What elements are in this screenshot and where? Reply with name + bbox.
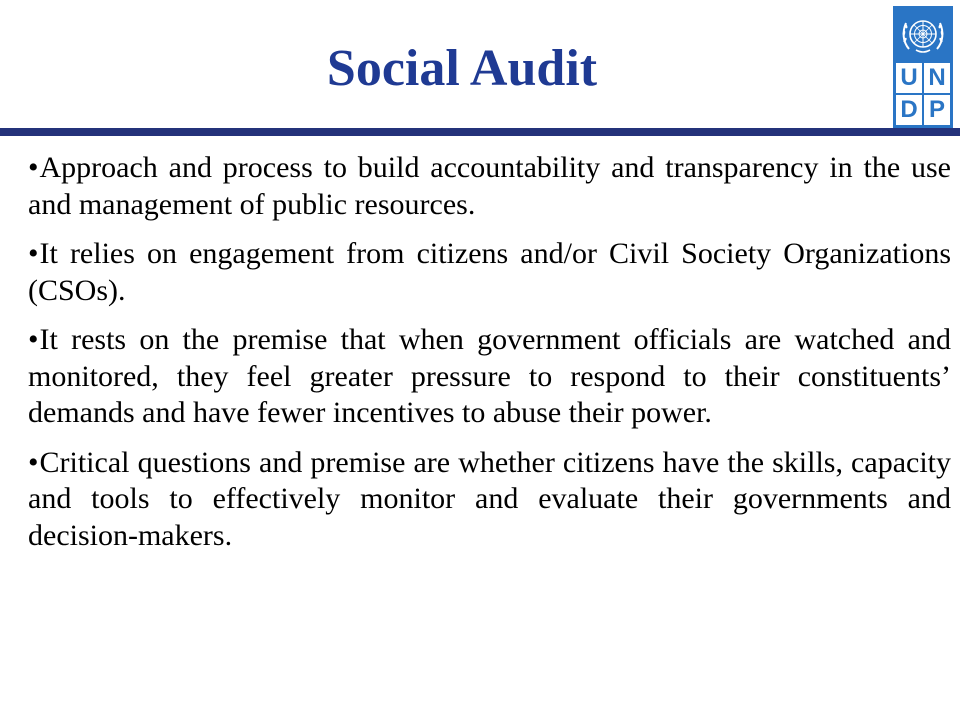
bullet-item	[28, 236, 951, 309]
bullet-item	[28, 445, 951, 555]
bullet-item	[28, 322, 951, 432]
bullet-glyph: •	[28, 445, 39, 479]
logo-letter-d: D	[896, 95, 922, 125]
bullet-glyph: •	[28, 323, 39, 356]
logo-letter-u: U	[896, 63, 922, 93]
bullet-text: Critical questions and premise are whether citizens have the skills, capacity and tools to effectively monitor and evaluate their governments and decision-makers.	[28, 445, 951, 552]
undp-logo	[893, 6, 953, 128]
bullet-glyph: •	[28, 237, 39, 270]
title-divider	[0, 128, 960, 136]
bullet-text: Approach and process to build accountability and transparency in the use and management of public resources.	[28, 151, 951, 221]
logo-letter-p: P	[924, 95, 950, 125]
logo-letter-n: N	[924, 63, 950, 93]
slide-title: Social Audit	[326, 40, 598, 97]
un-emblem-icon	[900, 12, 946, 58]
bullet-text: It relies on engagement from citizens and/or Civil Society Organizations (CSOs).	[28, 237, 951, 307]
bullet-glyph: •	[28, 151, 39, 184]
bullet-item	[28, 150, 951, 223]
bullet-list	[28, 150, 951, 567]
bullet-text: It rests on the premise that when government officials are watched and monitored, they feel greater pressure to respond to their constituents’ demands and have fewer incentives to abuse their power.	[28, 323, 951, 429]
